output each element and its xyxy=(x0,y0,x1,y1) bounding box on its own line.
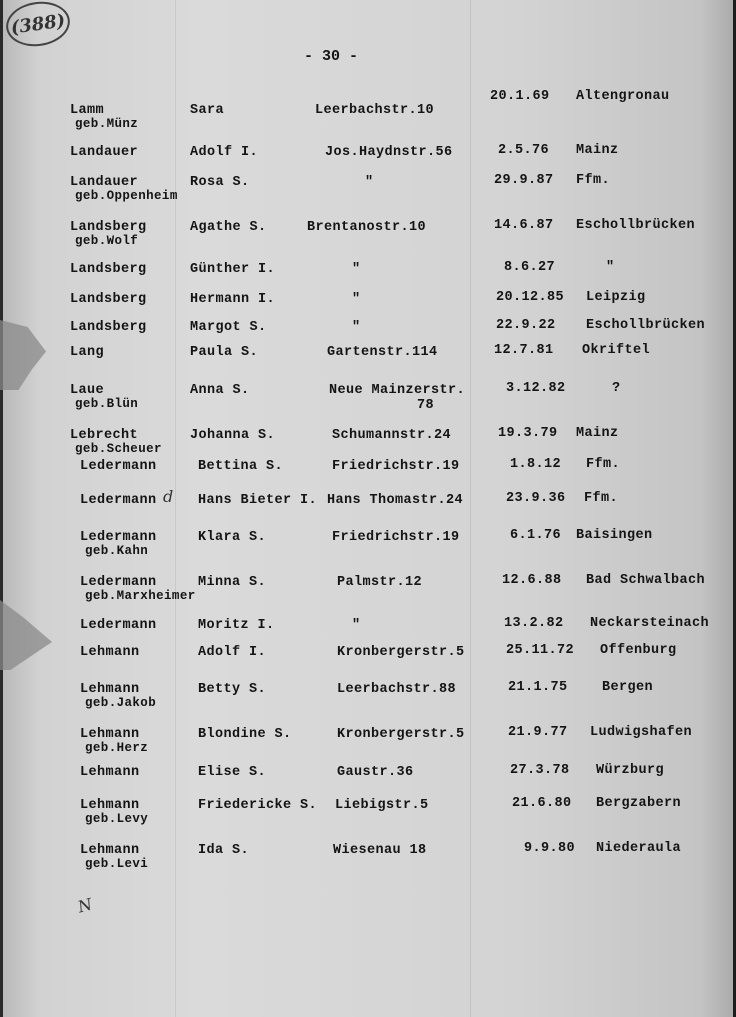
table-row xyxy=(0,645,736,685)
birth-place: Altengronau xyxy=(576,89,670,104)
street-address: Wiesenau 18 xyxy=(333,843,427,858)
first-name: Betty S. xyxy=(198,682,267,697)
birth-place: Ffm. xyxy=(576,173,611,188)
surname: Landsberg xyxy=(70,262,147,277)
surname: Laue xyxy=(70,383,105,398)
street-address: Hans Thomastr.24 xyxy=(327,493,464,508)
first-name: Elise S. xyxy=(198,765,267,780)
surname: Ledermann xyxy=(80,530,157,545)
street-address: Gartenstr.114 xyxy=(327,345,438,360)
maiden-name: geb.Kahn xyxy=(85,544,149,558)
street-address: Leerbachstr.10 xyxy=(315,103,435,118)
surname: Landauer xyxy=(70,145,139,160)
birth-place: Offenburg xyxy=(600,643,677,658)
surname: Lehmann xyxy=(80,843,140,858)
birth-date: 8.6.27 xyxy=(504,260,556,275)
street-address: Friedrichstr.19 xyxy=(332,530,460,545)
birth-place: Bad Schwalbach xyxy=(586,573,706,588)
birth-place: Bergen xyxy=(602,680,654,695)
first-name: Rosa S. xyxy=(190,175,250,190)
birth-date: 29.9.87 xyxy=(494,173,554,188)
first-name: Friedericke S. xyxy=(198,798,318,813)
table-row xyxy=(0,798,736,838)
birth-place: Ludwigshafen xyxy=(590,725,693,740)
street-address: Neue Mainzerstr. xyxy=(329,383,466,398)
maiden-name: geb.Herz xyxy=(85,741,149,755)
table-row xyxy=(0,175,736,215)
street-address: " xyxy=(352,292,361,307)
first-name: Blondine S. xyxy=(198,727,292,742)
birth-place: Okriftel xyxy=(582,343,651,358)
birth-date: 20.12.85 xyxy=(496,290,565,305)
first-name: Margot S. xyxy=(190,320,267,335)
first-name: Anna S. xyxy=(190,383,250,398)
surname: Landsberg xyxy=(70,292,147,307)
first-name: Minna S. xyxy=(198,575,267,590)
surname: Lang xyxy=(70,345,105,360)
birth-date: 27.3.78 xyxy=(510,763,570,778)
archive-stamp: (388) xyxy=(3,0,73,50)
birth-date: 23.9.36 xyxy=(506,491,566,506)
table-row xyxy=(0,682,736,722)
birth-place: Niederaula xyxy=(596,841,682,856)
table-row xyxy=(0,383,736,423)
birth-date: 2.5.76 xyxy=(498,143,550,158)
first-name: Hermann I. xyxy=(190,292,276,307)
birth-date: 13.2.82 xyxy=(504,616,564,631)
surname: Landsberg xyxy=(70,220,147,235)
street-address: " xyxy=(352,262,361,277)
surname: Landsberg xyxy=(70,320,147,335)
birth-date: 12.7.81 xyxy=(494,343,554,358)
maiden-name: geb.Scheuer xyxy=(75,442,162,456)
birth-place: ? xyxy=(612,381,621,396)
table-row xyxy=(0,843,736,883)
page-number: - 30 - xyxy=(304,48,359,65)
street-address: Liebigstr.5 xyxy=(335,798,429,813)
surname: Lehmann xyxy=(80,727,140,742)
surname: Ledermann xyxy=(80,575,157,590)
street-address: Kronbergerstr.5 xyxy=(337,727,465,742)
birth-place: Eschollbrücken xyxy=(586,318,706,333)
margin-note: N xyxy=(75,894,95,917)
first-name: Günther I. xyxy=(190,262,276,277)
birth-place: Würzburg xyxy=(596,763,665,778)
street-address: Brentanostr.10 xyxy=(307,220,427,235)
surname: Lehmann xyxy=(80,682,140,697)
street-address: Schumannstr.24 xyxy=(332,428,452,443)
table-row xyxy=(0,575,736,615)
street-address: Gaustr.36 xyxy=(337,765,414,780)
first-name: Klara S. xyxy=(198,530,267,545)
birth-place: Mainz xyxy=(576,426,619,441)
maiden-name: geb.Wolf xyxy=(75,234,139,248)
street-address: " xyxy=(352,320,361,335)
birth-place: Neckarsteinach xyxy=(590,616,710,631)
table-row xyxy=(0,89,736,143)
surname: Landauer xyxy=(70,175,139,190)
table-row xyxy=(0,345,736,385)
birth-date: 6.1.76 xyxy=(510,528,562,543)
maiden-name: geb.Jakob xyxy=(85,696,157,710)
street-address: Kronbergerstr.5 xyxy=(337,645,465,660)
street-address-continued: 78 xyxy=(417,398,435,413)
surname: Ledermann xyxy=(80,618,157,633)
birth-place: Ffm. xyxy=(586,457,621,472)
first-name: Bettina S. xyxy=(198,459,284,474)
maiden-name: geb.Münz xyxy=(75,117,139,131)
first-name: Adolf I. xyxy=(190,145,259,160)
surname: Lehmann xyxy=(80,798,140,813)
surname: Lamm xyxy=(70,103,105,118)
birth-date: 22.9.22 xyxy=(496,318,556,333)
first-name: Moritz I. xyxy=(198,618,275,633)
first-name: Ida S. xyxy=(198,843,250,858)
street-address: " xyxy=(352,618,361,633)
first-name: Hans Bieter I. xyxy=(198,493,318,508)
street-address: Leerbachstr.88 xyxy=(337,682,457,697)
birth-date: 21.9.77 xyxy=(508,725,568,740)
maiden-name: geb.Levy xyxy=(85,812,149,826)
table-row xyxy=(0,220,736,260)
birth-place: Leipzig xyxy=(586,290,646,305)
maiden-name: geb.Levi xyxy=(85,857,149,871)
birth-place: Ffm. xyxy=(584,491,619,506)
first-name: Sara xyxy=(190,103,225,118)
birth-date: 21.1.75 xyxy=(508,680,568,695)
street-address: Palmstr.12 xyxy=(337,575,423,590)
birth-date: 19.3.79 xyxy=(498,426,558,441)
birth-date: 1.8.12 xyxy=(510,457,562,472)
surname: Ledermann xyxy=(80,459,157,474)
table-row xyxy=(0,530,736,570)
maiden-name: geb.Marxheimer xyxy=(85,589,196,603)
street-address: Jos.Haydnstr.56 xyxy=(325,145,453,160)
birth-date: 20.1.69 xyxy=(490,89,550,104)
birth-date: 21.6.80 xyxy=(512,796,572,811)
surname: Lehmann xyxy=(80,645,140,660)
birth-date: 14.6.87 xyxy=(494,218,554,233)
surname: Lebrecht xyxy=(70,428,139,443)
birth-place: " xyxy=(606,260,615,275)
birth-place: Eschollbrücken xyxy=(576,218,696,233)
birth-date: 3.12.82 xyxy=(506,381,566,396)
table-row xyxy=(0,727,736,767)
margin-note: d xyxy=(163,487,174,506)
birth-place: Bergzabern xyxy=(596,796,682,811)
first-name: Paula S. xyxy=(190,345,259,360)
street-address: Friedrichstr.19 xyxy=(332,459,460,474)
birth-place: Mainz xyxy=(576,143,619,158)
maiden-name: geb.Blün xyxy=(75,397,139,411)
birth-date: 25.11.72 xyxy=(506,643,575,658)
birth-date: 12.6.88 xyxy=(502,573,562,588)
maiden-name: geb.Oppenheim xyxy=(75,189,178,203)
first-name: Johanna S. xyxy=(190,428,276,443)
birth-place: Baisingen xyxy=(576,528,653,543)
street-address: " xyxy=(365,175,374,190)
first-name: Adolf I. xyxy=(198,645,267,660)
surname: Lehmann xyxy=(80,765,140,780)
first-name: Agathe S. xyxy=(190,220,267,235)
surname: Ledermann xyxy=(80,493,157,508)
birth-date: 9.9.80 xyxy=(524,841,576,856)
table-row xyxy=(0,493,736,533)
